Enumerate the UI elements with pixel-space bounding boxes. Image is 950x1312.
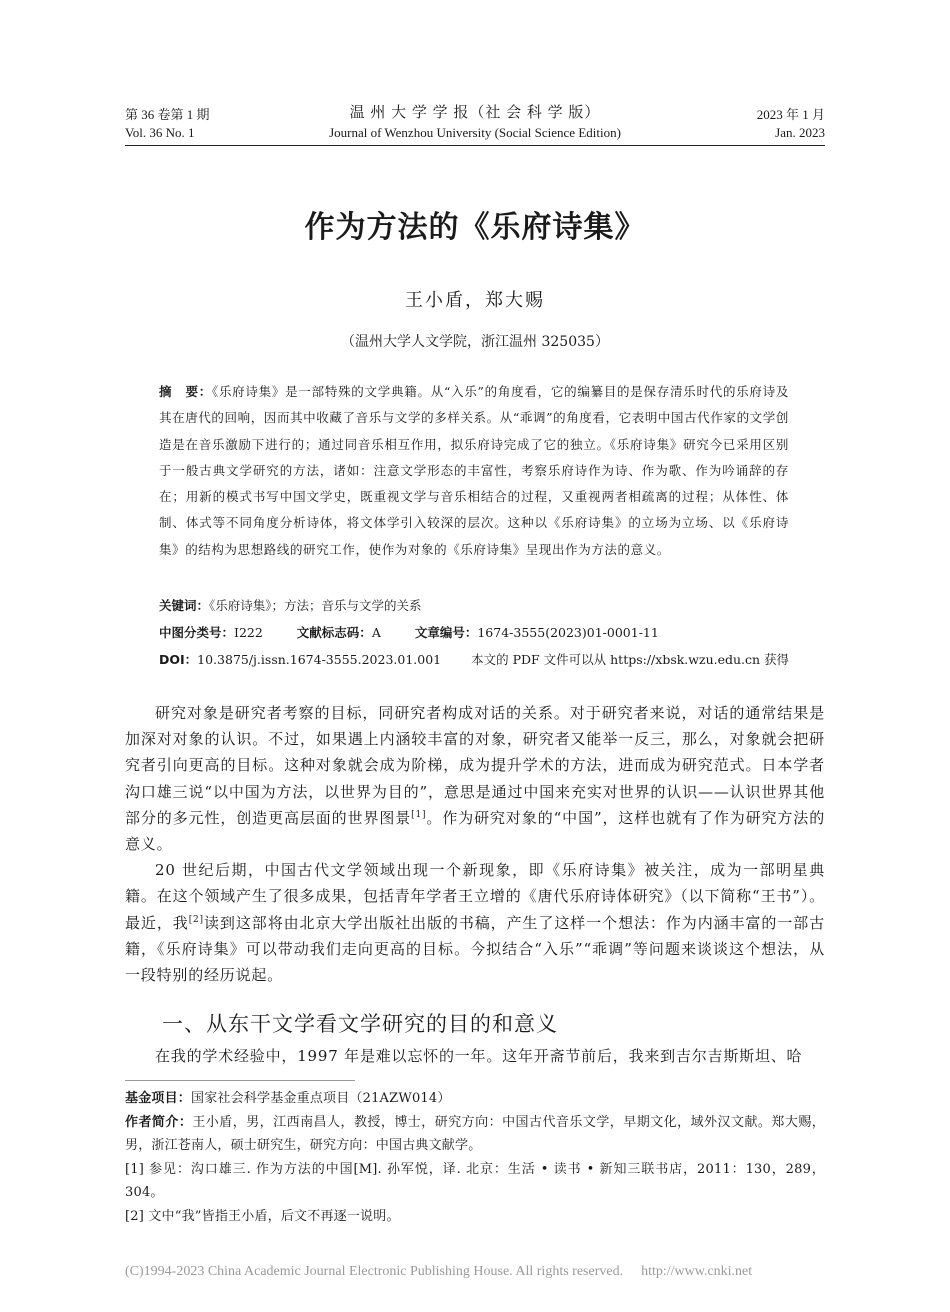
article-number-label: 文章编号： — [414, 625, 478, 640]
article-number-value: 1674-3555(2023)01-0001-11 — [477, 625, 659, 640]
header-date-cn: 2023 年 1 月 — [756, 107, 825, 122]
body-paragraph-2 — [125, 857, 825, 988]
clc-label: 中图分类号： — [159, 625, 235, 640]
classification-line — [159, 624, 659, 642]
section-heading: 一、从东干文学看文学研究的目的和意义 — [162, 1012, 558, 1036]
fund-label: 基金项目： — [125, 1091, 192, 1106]
fund-note — [125, 1087, 825, 1111]
copyright-footer — [125, 1264, 752, 1280]
author-note — [125, 1111, 825, 1158]
doi-value[interactable]: 10.3875/j.issn.1674-3555.2023.01.001 — [197, 652, 442, 667]
body-paragraph-1-text-b: 。作为研究对象的“中国”，这样也就有了作为研究方法的意义。 — [125, 808, 826, 854]
header-journal-cn: 温 州 大 学 学 报（社 会 科 学 版） — [349, 105, 601, 121]
reference-1: [1] 参见：沟口雄三. 作为方法的中国[M]. 孙军悦，译. 北京：生活 • 读书 • 新知三联书店，2011：130，289，304。 — [125, 1161, 825, 1200]
abstract-text: 《乐府诗集》是一部特殊的文学典籍。从“入乐”的角度看，它的编纂目的是保存清乐时代的乐府诗及其在唐代的回响，因而其中收藏了音乐与文学的多样关系。从“乖调”的角度看，它表明中国古代作家的文学创造是在音乐激励下进行的；通过同音乐相互作用，拟乐府诗完成了它的独立。《乐府诗集》研究今已采用区别于一般古典文学研究的方法，诸如：注意文学形态的丰富性，考察乐府诗作为诗、作为歌、作为吟诵辞的存在；用新的模式书写中国文学史，既重视文学与音乐相结合的过程，又重视两者相疏离的过程；从体性、体制、体式等不同角度分析诗体，将文体学引入较深的层次。这种以《乐府诗集》的立场为立场、以《乐府诗集》的结构为思想路线的研究工作，使作为对象的《乐府诗集》呈现出作为方法的意义。 — [159, 384, 789, 557]
keywords-label: 关键词： — [159, 598, 210, 613]
abstract — [159, 379, 789, 563]
footnote-rule — [125, 1080, 355, 1081]
header-rule — [125, 145, 825, 146]
body-paragraph-2-text-b: 读到这部将由北京大学出版社出版的书稿，产生了这样一个想法：作为内涵丰富的一部古籍，《乐府诗集》可以带动我们走向更高的目标。今拟结合“入乐”“乖调”等问题来谈谈这个想法，从一段特别的经历说起。 — [125, 913, 825, 985]
header-issue-en: Vol. 36 No. 1 — [125, 125, 195, 140]
doi-label: DOI： — [159, 652, 198, 667]
body-text-continued — [125, 1043, 825, 1069]
article-authors: 王小盾，郑大赐 — [405, 290, 545, 311]
citation-1[interactable]: [1] — [411, 809, 427, 820]
keywords-text: 《乐府诗集》；方法；音乐与文学的关系 — [209, 598, 422, 613]
header-journal-en: Journal of Wenzhou University (Social Science Edition) — [329, 125, 621, 140]
header-date-en: Jan. 2023 — [775, 125, 825, 140]
cnki-link[interactable]: http://www.cnki.net — [641, 1264, 753, 1279]
body-paragraph-3: 在我的学术经验中，1997 年是难以忘怀的一年。这年开斋节前后，我来到吉尔吉斯斯坦、哈 — [155, 1047, 803, 1065]
body-text — [125, 700, 825, 988]
body-paragraph-1 — [125, 700, 825, 857]
doi-line — [159, 651, 789, 669]
pdf-note: 本文的 PDF 文件可以从 https://xbsk.wzu.edu.cn 获得 — [471, 652, 790, 667]
abstract-label: 摘 要： — [159, 384, 212, 399]
clc-value: I222 — [234, 625, 263, 640]
keywords — [159, 597, 422, 615]
doc-code-label: 文献标志码： — [296, 625, 372, 640]
article-affiliation: （温州大学人文学院，浙江温州 325035） — [341, 334, 609, 350]
reference-2: [2] 文中“我”皆指王小盾，后文不再逐一说明。 — [125, 1208, 400, 1224]
article-title: 作为方法的《乐府诗集》 — [304, 210, 646, 245]
citation-2[interactable]: [2] — [188, 914, 204, 925]
doc-code-value: A — [371, 625, 381, 640]
body-paragraph-2-text-a: 20 世纪后期，中国古代文学领域出现一个新现象，即《乐府诗集》被关注，成为一部明星典籍。在这个领域产生了很多成果，包括青年学者王立增的《唐代乐府诗体研究》（以下简称“王书”）。最近，我 — [125, 861, 825, 932]
header-issue-cn: 第 36 卷第 1 期 — [125, 107, 210, 122]
copyright-text: (C)1994-2023 China Academic Journal Electronic Publishing House. All rights reserved. — [125, 1264, 624, 1279]
author-text: 王小盾，男，江西南昌人，教授，博士，研究方向：中国古代音乐文学，早期文化，域外汉文献。郑大赐，男，浙江苍南人，硕士研究生，研究方向：中国古典文献学。 — [125, 1114, 825, 1153]
fund-text: 国家社会科学基金重点项目（21AZW014） — [191, 1091, 451, 1106]
body-paragraph-1-text-a: 研究对象是研究者考察的目标，同研究者构成对话的关系。对于研究者来说，对话的通常结果是加深对对象的认识。不过，如果遇上内涵较丰富的对象，研究者又能举一反三，那么，对象就会把研究者引向更高的目标。这种对象就会成为阶梯，成为提升学术的方法，进而成为研究范式。日本学者沟口雄三说“以中国为方法，以世界为目的”，意思是通过中国来充实对世界的认识——认识世界其他部分的多元性，创造更高层面的世界图景 — [125, 704, 825, 827]
author-label: 作者简介： — [125, 1114, 193, 1130]
footnotes — [125, 1087, 825, 1228]
